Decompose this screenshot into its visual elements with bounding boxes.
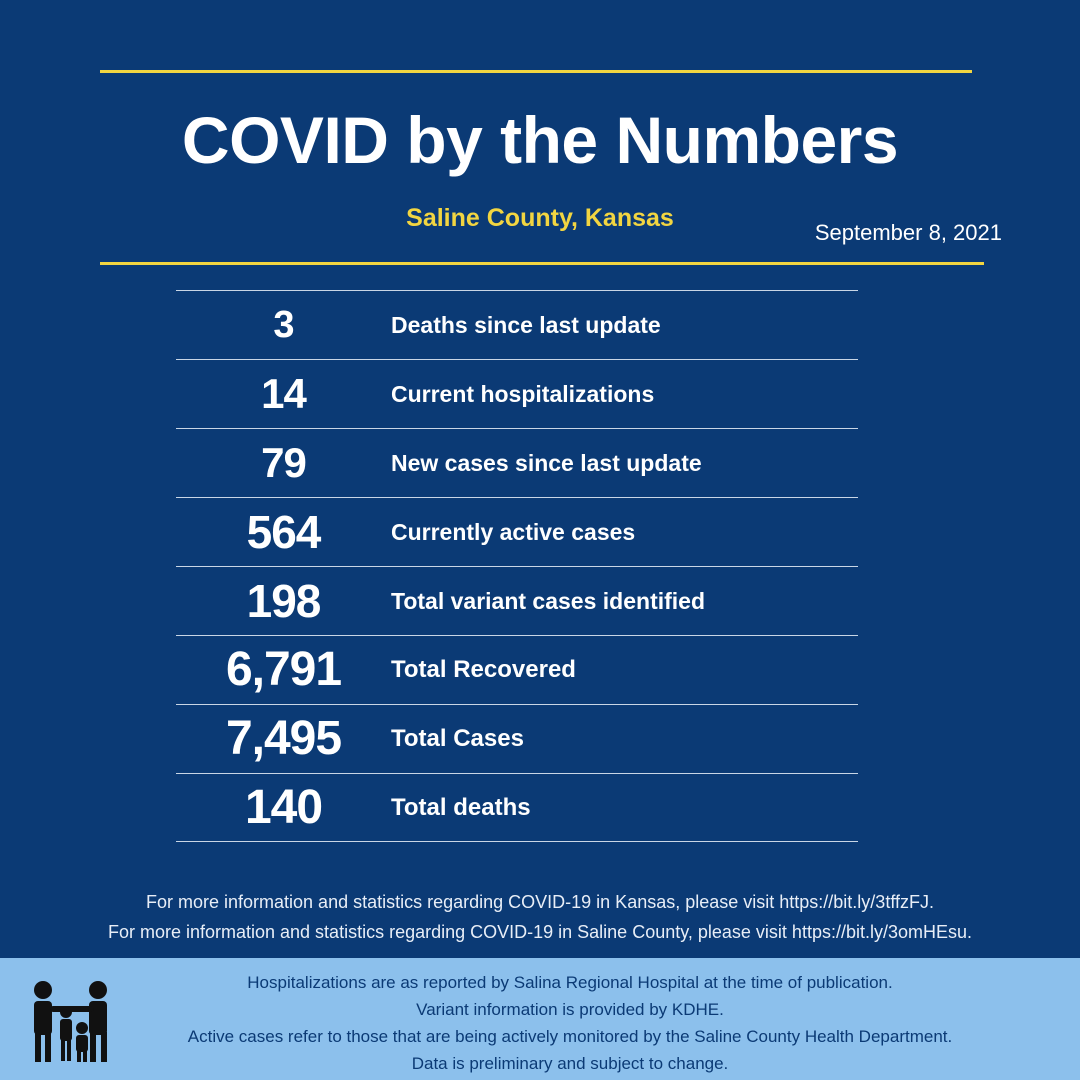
table-row xyxy=(176,428,858,497)
stat-label: New cases since last update xyxy=(391,449,702,476)
stat-label: Total variant cases identified xyxy=(391,587,706,614)
table-row xyxy=(176,359,858,428)
footer-notes xyxy=(120,970,1020,1077)
table-row xyxy=(176,704,858,773)
footer-note-active-cases: Active cases refer to those that are being actively monitored by the Saline County Health Department. xyxy=(187,1026,953,1046)
report-date: September 8, 2021 xyxy=(814,220,1002,245)
stats-table xyxy=(176,290,858,842)
stat-label: Total Recovered xyxy=(391,656,576,683)
table-row xyxy=(176,635,858,704)
page-title: COVID by the Numbers xyxy=(181,103,899,177)
footer-note-hospitalizations: Hospitalizations are as reported by Salina Regional Hospital at the time of publication. xyxy=(247,973,893,992)
stat-value: 564 xyxy=(246,506,321,558)
kansas-info-line: For more information and statistics regarding COVID-19 in Kansas, please visit https://bit.ly/3tffzFJ. xyxy=(146,892,934,912)
stat-value: 79 xyxy=(261,439,306,486)
stat-value: 14 xyxy=(261,370,306,417)
stat-value: 6,791 xyxy=(225,643,342,696)
stat-value: 198 xyxy=(246,575,321,627)
table-row xyxy=(176,497,858,566)
page-subtitle: Saline County, Kansas xyxy=(406,204,674,232)
top-divider xyxy=(100,70,972,73)
header-divider xyxy=(100,262,984,265)
family-icon xyxy=(26,976,118,1068)
more-info-links xyxy=(0,888,1080,947)
table-row xyxy=(176,773,858,842)
saline-county-info-line: For more information and statistics regarding COVID-19 in Saline County, please visit https://bit.ly/3omHEsu. xyxy=(107,921,973,942)
stat-label: Deaths since last update xyxy=(391,311,661,338)
stat-label: Currently active cases xyxy=(391,518,636,545)
stat-value: 3 xyxy=(273,304,294,346)
footer xyxy=(0,958,1080,1080)
table-row xyxy=(176,290,858,359)
table-row xyxy=(176,566,858,635)
stat-label: Total Cases xyxy=(391,725,524,752)
stat-value: 140 xyxy=(244,780,323,834)
stat-value: 7,495 xyxy=(225,712,342,765)
footer-note-preliminary: Data is preliminary and subject to change. xyxy=(411,1053,729,1073)
footer-note-variant: Variant information is provided by KDHE. xyxy=(416,999,724,1019)
stat-label: Total deaths xyxy=(391,793,531,821)
stat-label: Current hospitalizations xyxy=(391,380,655,407)
